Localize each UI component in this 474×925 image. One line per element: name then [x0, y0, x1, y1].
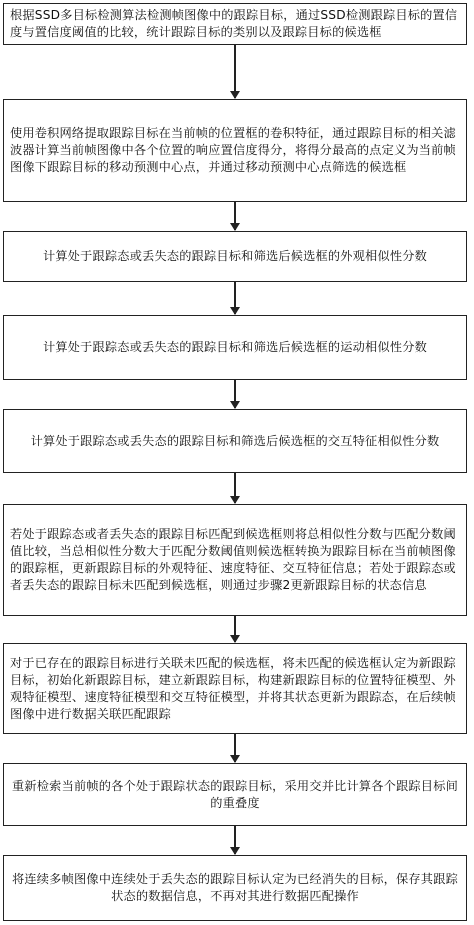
step-2-box [3, 99, 467, 202]
step-8-box [3, 763, 467, 826]
step-5-box [3, 409, 467, 473]
step-2-text: 使用卷积网络提取跟踪目标在当前帧的位置框的卷积特征，通过跟踪目标的相关滤波器计算当前帧图像中各个位置的响应置信度得分，将得分最高的点定义为当前帧图像下跟踪目标的移动预测中心点，并通过移动预测中心点筛选的候选框 [10, 126, 456, 174]
step-5-text: 计算处于跟踪态或丢失态的跟踪目标和筛选后候选框的交互特征相似性分数 [30, 433, 440, 448]
step-7-box [3, 643, 467, 734]
arrow-6-7 [234, 616, 236, 642]
arrow-3-4 [234, 282, 236, 314]
arrow-2-3 [234, 202, 236, 230]
step-7-text: 对于已存在的跟踪目标进行关联未匹配的候选框，将未匹配的候选框认定为新跟踪目标，初始化新跟踪目标，建立新跟踪目标，构建新跟踪目标的位置特征模型、外观特征模型、速度特征模型和交互特征模型，并将其状态更新为跟踪态，在后续帧图像中进行数据关联匹配跟踪 [10, 655, 456, 721]
step-4-text: 计算处于跟踪态或丢失态的跟踪目标和筛选后候选框的运动相似性分数 [42, 340, 427, 354]
step-1-box [3, 3, 467, 45]
arrow-8-9 [234, 826, 236, 854]
step-9-box [3, 855, 467, 921]
step-3-box [3, 231, 467, 282]
arrow-1-2 [234, 45, 236, 98]
step-9-text: 将连续多帧图像中连续处于丢失态的跟踪目标认定为已经消失的目标，保存其跟踪状态的数据信息，不再对其进行数据匹配操作 [12, 872, 458, 903]
arrow-7-8 [234, 734, 236, 762]
arrow-4-5 [234, 380, 236, 408]
step-8-text: 重新检索当前帧的各个处于跟踪状态的跟踪目标，采用交并比计算各个跟踪目标间的重叠度 [12, 778, 458, 810]
step-1-text: 根据SSD多目标检测算法检测帧图像中的跟踪目标，通过SSD检测跟踪目标的置信度与置信度阈值的比较，统计跟踪目标的类别以及跟踪目标的候选框 [10, 8, 458, 39]
step-6-box [3, 504, 467, 616]
step-4-box [3, 315, 467, 380]
step-6-text: 若处于跟踪态或者丢失态的跟踪目标匹配到候选框则将总相似性分数与匹配分数阈值比较，当总相似性分数大于匹配分数阈值则候选框转换为跟踪目标在当前帧图像的跟踪框，更新跟踪目标的外观特征、速度特征、交互特征信息；若处于跟踪态或者丢失态的跟踪目标未匹配到候选框，则通过步骤2更新跟踪目标的状态信息 [10, 527, 456, 592]
arrow-5-6 [234, 473, 236, 503]
step-3-text: 计算处于跟踪态或丢失态的跟踪目标和筛选后候选框的外观相似性分数 [42, 249, 427, 263]
